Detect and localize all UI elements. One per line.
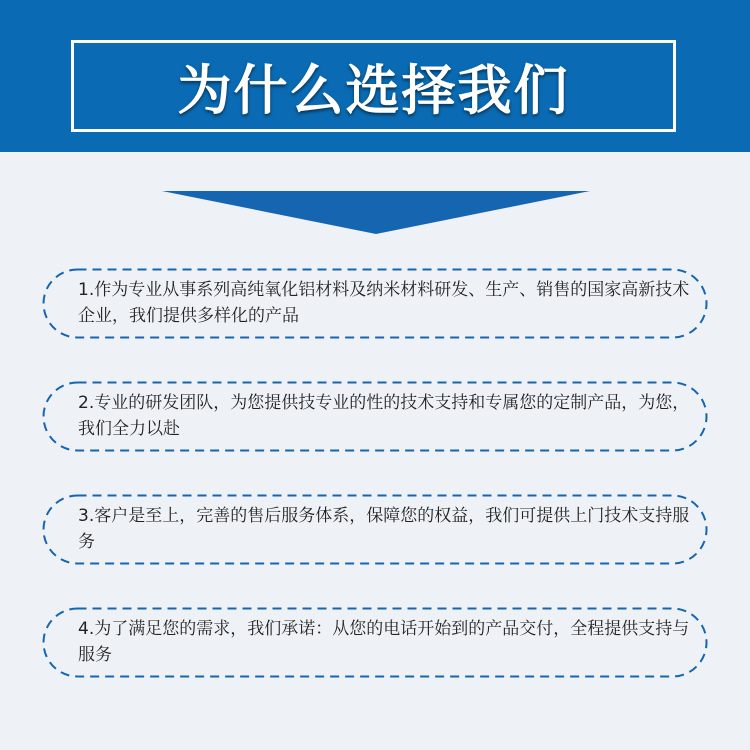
list-item xyxy=(42,381,708,452)
list-item xyxy=(42,607,708,678)
list-item xyxy=(42,494,708,565)
page-title: 为什么选择我们 xyxy=(177,58,570,122)
list-item-text: 4.为了满足您的需求，我们承诺：从您的电话开始到的产品交付，全程提供支持与服务 xyxy=(78,619,690,665)
title-frame xyxy=(71,40,676,132)
header-banner xyxy=(0,0,750,152)
list-item xyxy=(42,268,708,339)
list-item-text: 1.作为专业从事系列高纯氧化铝材料及纳米材料研发、生产、销售的国家高新技术企业，我们提供多样化的产品 xyxy=(78,280,690,326)
down-arrow-icon xyxy=(0,191,750,236)
list-item-text: 3.客户是至上，完善的售后服务体系，保障您的权益，我们可提供上门技术支持服务 xyxy=(78,506,690,552)
list-item-text: 2.专业的研发团队，为您提供技专业的性的技术支持和专属您的定制产品，为您，我们全力以赴 xyxy=(78,393,690,439)
